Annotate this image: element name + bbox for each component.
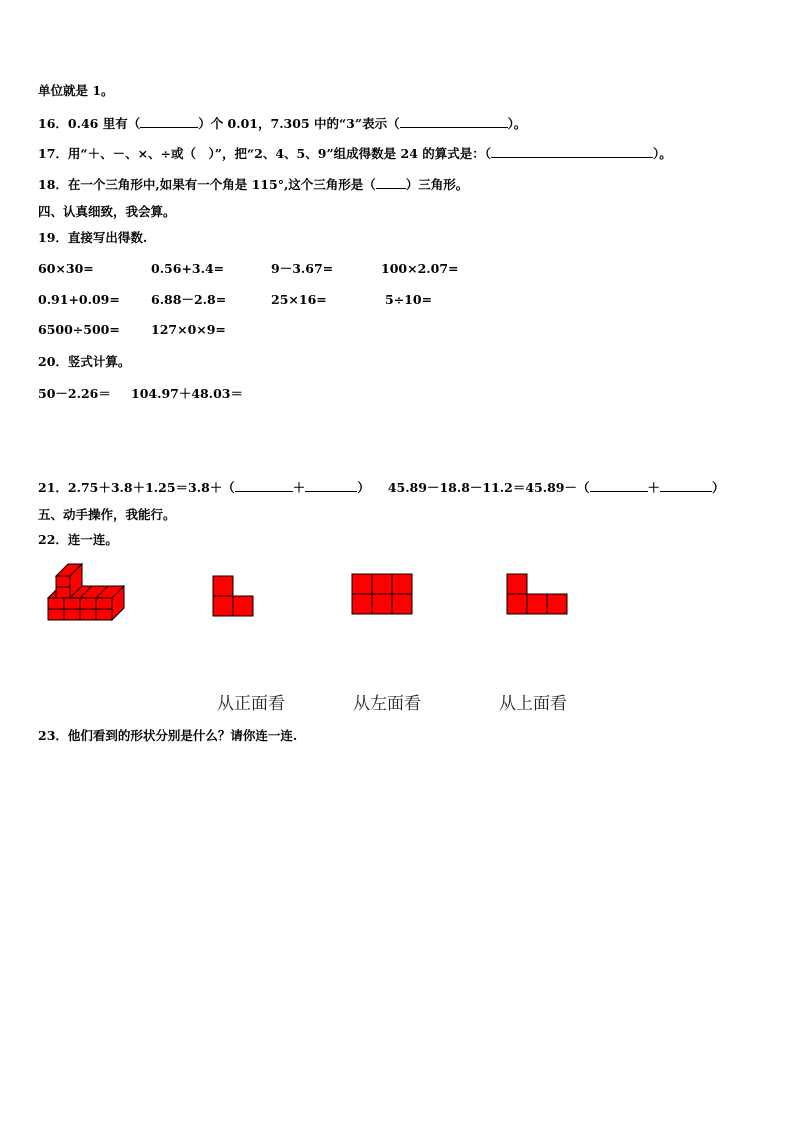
- q18-blank[interactable]: [376, 177, 406, 189]
- q21-close-2: ）: [712, 480, 725, 495]
- q19-item: 5÷10=: [385, 292, 433, 307]
- square-cell: [392, 594, 412, 614]
- q21-blank-1[interactable]: [235, 480, 293, 492]
- intro-tail: 单位就是 1。: [38, 83, 114, 98]
- square-cell: [213, 596, 233, 616]
- square-cell: [352, 594, 372, 614]
- q21-plus-1: ＋: [292, 480, 306, 495]
- square-cell: [507, 574, 527, 594]
- q21-blank-2[interactable]: [305, 480, 357, 492]
- question-17: [38, 146, 672, 162]
- q16-text-c: ）。: [507, 116, 527, 131]
- q19-title: 19．直接写出得数.: [38, 230, 148, 245]
- cube-stack-group: [48, 564, 124, 620]
- q19-item: 6500÷500=: [38, 322, 120, 337]
- q21-text-a: 21．2.75＋3.8＋1.25＝3.8＋（: [38, 480, 235, 495]
- q20-item: 50－2.26＝: [38, 386, 111, 401]
- view-label-front: 从正面看: [217, 694, 285, 714]
- q17-text-a: 17．用“＋、－、×、÷或（ ）”，把“2、4、5、9”组成得数是 24 的算式是：（: [38, 146, 491, 161]
- q19-item: 127×0×9=: [151, 322, 226, 337]
- square-cell: [372, 594, 392, 614]
- q20-title: 20．竖式计算。: [38, 354, 131, 369]
- cube-stack-figure: [44, 562, 134, 624]
- q21-blank-4[interactable]: [660, 480, 712, 492]
- square-cell: [352, 574, 372, 594]
- square-cell: [507, 594, 527, 614]
- q19-item: 100×2.07=: [381, 261, 459, 276]
- long-l-shape-figure: [506, 573, 568, 617]
- view-label-left: 从左面看: [353, 694, 421, 714]
- question-23: 23．他们看到的形状分别是什么？请你连一连.: [38, 728, 298, 743]
- square-cell: [547, 594, 567, 614]
- square-cell: [392, 574, 412, 594]
- q19-item: 0.56+3.4=: [151, 261, 225, 276]
- square-cell: [213, 576, 233, 596]
- square-cell: [527, 594, 547, 614]
- q22-title: 22．连一连。: [38, 532, 118, 547]
- q17-blank[interactable]: [491, 146, 653, 158]
- q19-item: 60×30=: [38, 261, 94, 276]
- question-21: [38, 480, 725, 496]
- q18-text-b: ）三角形。: [405, 177, 469, 192]
- q19-item: 9－3.67=: [271, 261, 334, 276]
- l-shape-figure: [212, 575, 256, 619]
- q21-close-1: ）: [357, 480, 370, 495]
- q19-item: 25×16=: [271, 292, 327, 307]
- q16-blank-2[interactable]: [400, 116, 508, 128]
- q21-blank-3[interactable]: [590, 480, 648, 492]
- q21-plus-2: ＋: [647, 480, 661, 495]
- q16-text-a: 16．0.46 里有（: [38, 116, 141, 131]
- q16-text-b: ）个 0.01，7.305 中的“3”表示（: [198, 116, 400, 131]
- square-cell: [233, 596, 253, 616]
- q17-text-b: ）。: [653, 146, 672, 161]
- q18-text-a: 18．在一个三角形中,如果有一个角是 115°,这个三角形是（: [38, 177, 376, 192]
- square-cell: [372, 574, 392, 594]
- question-16: [38, 116, 526, 132]
- q20-item: 104.97＋48.03＝: [131, 386, 243, 401]
- section-4-heading: 四、认真细致，我会算。: [38, 204, 176, 219]
- view-label-top: 从上面看: [499, 694, 567, 714]
- grid-shape-figure: [351, 573, 413, 617]
- q19-item: 6.88－2.8=: [151, 292, 227, 307]
- q21-text-b: 45.89－18.8－11.2＝45.89－（: [387, 480, 590, 495]
- q19-item: 0.91+0.09=: [38, 292, 120, 307]
- section-5-heading: 五、动手操作，我能行。: [38, 507, 176, 522]
- q16-blank-1[interactable]: [140, 116, 198, 128]
- question-18: [38, 177, 468, 193]
